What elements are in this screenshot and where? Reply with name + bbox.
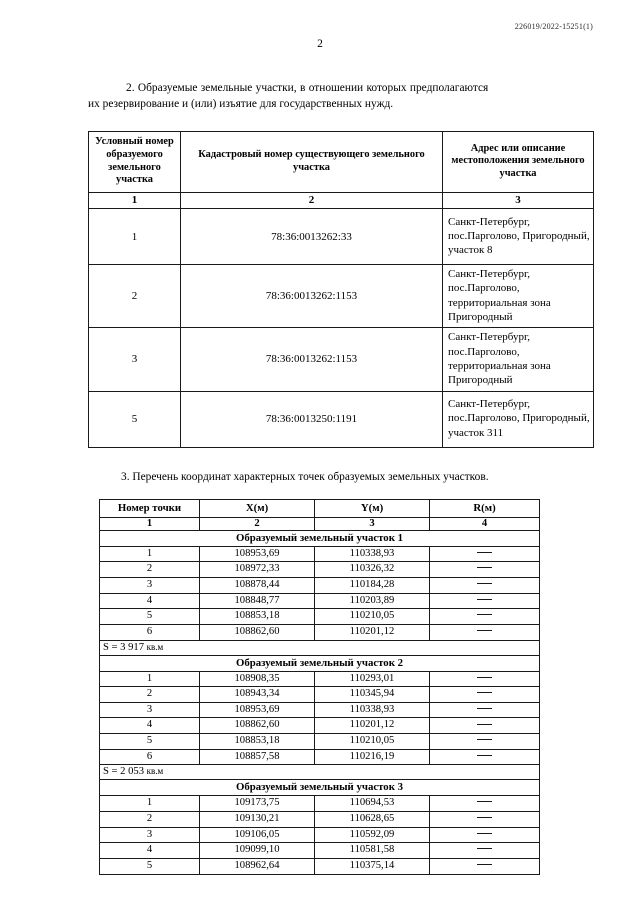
parcel-group-title-row (100, 780, 540, 796)
point-number: 3 (100, 827, 200, 843)
point-r (430, 718, 540, 734)
point-r (430, 749, 540, 765)
table-row (100, 562, 540, 578)
point-x: 109099,10 (200, 843, 315, 859)
point-y: 110326,32 (315, 562, 430, 578)
point-x: 109130,21 (200, 812, 315, 828)
document-content (88, 80, 596, 875)
parcel-number: 1 (89, 209, 181, 265)
point-number: 4 (100, 718, 200, 734)
point-r (430, 624, 540, 640)
column-number-3: 3 (443, 193, 594, 209)
point-number: 4 (100, 593, 200, 609)
column-number-1: 1 (89, 193, 181, 209)
parcel-area (100, 640, 540, 655)
header-conditional-number: Условный номер образуемого земельного участка (89, 132, 181, 193)
coordinates-table (99, 499, 540, 875)
table-row (89, 265, 594, 328)
parcel-cadastral-number: 78:36:0013262:33 (181, 209, 443, 265)
point-y: 110184,28 (315, 577, 430, 593)
table-row (100, 718, 540, 734)
point-y: 110628,65 (315, 812, 430, 828)
header-cadastral-number: Кадастровый номер существующего земельного участка (181, 132, 443, 193)
table-row (100, 827, 540, 843)
table-row (100, 734, 540, 750)
point-x: 108962,64 (200, 858, 315, 874)
point-r (430, 546, 540, 562)
point-r (430, 734, 540, 750)
table-row (89, 391, 594, 447)
point-number: 2 (100, 812, 200, 828)
parcel-area-unit: кв.м (146, 641, 164, 652)
table-row (100, 796, 540, 812)
section3-heading: 3. Перечень координат характерных точек образуемых земельных участков. (121, 470, 489, 483)
parcel-group-title: Образуемый земельный участок 1 (100, 530, 540, 546)
table-row (100, 702, 540, 718)
point-number: 1 (100, 546, 200, 562)
point-y: 110201,12 (315, 718, 430, 734)
table-row (100, 593, 540, 609)
point-x: 108853,18 (200, 734, 315, 750)
point-x: 109106,05 (200, 827, 315, 843)
table-row (100, 858, 540, 874)
point-x: 108853,18 (200, 609, 315, 625)
point-x: 108908,35 (200, 671, 315, 687)
point-x: 108857,58 (200, 749, 315, 765)
point-number: 1 (100, 796, 200, 812)
table-row (100, 687, 540, 703)
table-row (100, 577, 540, 593)
point-r (430, 812, 540, 828)
column-number-3: 3 (315, 517, 430, 530)
header-r-value: R(м) (430, 499, 540, 517)
point-number: 5 (100, 858, 200, 874)
point-r (430, 796, 540, 812)
point-number: 3 (100, 577, 200, 593)
point-number: 6 (100, 749, 200, 765)
column-number-1: 1 (100, 517, 200, 530)
point-x: 108862,60 (200, 718, 315, 734)
table-row (100, 812, 540, 828)
point-x: 108862,60 (200, 624, 315, 640)
table-header-row (100, 499, 540, 517)
parcel-number: 3 (89, 328, 181, 391)
point-y: 110210,05 (315, 734, 430, 750)
point-number: 5 (100, 734, 200, 750)
header-y-coordinate: Y(м) (315, 499, 430, 517)
parcel-cadastral-number: 78:36:0013262:1153 (181, 265, 443, 328)
point-x: 108848,77 (200, 593, 315, 609)
parcel-area-row (100, 640, 540, 655)
page-number: 2 (317, 38, 323, 50)
table-row (100, 749, 540, 765)
point-number: 2 (100, 562, 200, 578)
table-row (100, 546, 540, 562)
point-r (430, 858, 540, 874)
parcel-cadastral-number: 78:36:0013250:1191 (181, 391, 443, 447)
header-point-number: Номер точки (100, 499, 200, 517)
point-x: 108878,44 (200, 577, 315, 593)
point-x: 109173,75 (200, 796, 315, 812)
point-x: 108943,34 (200, 687, 315, 703)
parcel-address: Санкт-Петербург, пос.Парголово, Пригородный, участок 311 (443, 391, 594, 447)
point-y: 110201,12 (315, 624, 430, 640)
table-row (100, 843, 540, 859)
parcel-cadastral-number: 78:36:0013262:1153 (181, 328, 443, 391)
parcel-area-row (100, 765, 540, 780)
point-r (430, 827, 540, 843)
point-r (430, 577, 540, 593)
parcel-area (100, 765, 540, 780)
section2-paragraph-line2: их резервирование и (или) изъятие для государственных нужд. (88, 98, 394, 111)
section2-paragraph-line1: 2. Образуемые земельные участки, в отношении которых предполагаются (126, 82, 489, 94)
point-number: 5 (100, 609, 200, 625)
parcel-group-title-row (100, 655, 540, 671)
point-number: 3 (100, 702, 200, 718)
table-column-numbers-row (100, 517, 540, 530)
table-row (100, 609, 540, 625)
table-row (100, 624, 540, 640)
point-y: 110592,09 (315, 827, 430, 843)
formed-parcels-table (88, 131, 594, 447)
point-y: 110581,58 (315, 843, 430, 859)
parcel-address: Санкт-Петербург, пос.Парголово, Пригородный, участок 8 (443, 209, 594, 265)
point-x: 108953,69 (200, 546, 315, 562)
point-y: 110293,01 (315, 671, 430, 687)
parcel-area-value: S = 2 053 (103, 766, 144, 778)
point-y: 110210,05 (315, 609, 430, 625)
table-row (89, 328, 594, 391)
table-header-row (89, 132, 594, 193)
parcel-area-value: S = 3 917 (103, 641, 144, 653)
table-row (100, 671, 540, 687)
point-number: 1 (100, 671, 200, 687)
column-number-2: 2 (200, 517, 315, 530)
parcel-address: Санкт-Петербург, пос.Парголово, территориальная зона Пригородный (443, 328, 594, 391)
parcel-area-unit: кв.м (146, 766, 164, 777)
point-x: 108953,69 (200, 702, 315, 718)
point-x: 108972,33 (200, 562, 315, 578)
point-r (430, 593, 540, 609)
point-r (430, 702, 540, 718)
point-y: 110694,53 (315, 796, 430, 812)
point-r (430, 687, 540, 703)
header-x-coordinate: X(м) (200, 499, 315, 517)
header-address-description: Адрес или описание местоположения земельного участка (443, 132, 594, 193)
point-y: 110203,89 (315, 593, 430, 609)
table-row (89, 209, 594, 265)
parcel-number: 5 (89, 391, 181, 447)
column-number-2: 2 (181, 193, 443, 209)
point-r (430, 671, 540, 687)
parcel-group-title: Образуемый земельный участок 2 (100, 655, 540, 671)
point-r (430, 609, 540, 625)
column-number-4: 4 (430, 517, 540, 530)
parcel-number: 2 (89, 265, 181, 328)
point-y: 110375,14 (315, 858, 430, 874)
point-r (430, 562, 540, 578)
point-y: 110338,93 (315, 546, 430, 562)
point-number: 2 (100, 687, 200, 703)
table-column-numbers-row (89, 193, 594, 209)
parcel-group-title: Образуемый земельный участок 3 (100, 780, 540, 796)
point-number: 6 (100, 624, 200, 640)
parcel-group-title-row (100, 530, 540, 546)
point-r (430, 843, 540, 859)
point-number: 4 (100, 843, 200, 859)
point-y: 110345,94 (315, 687, 430, 703)
parcel-address: Санкт-Петербург, пос.Парголово, территориальная зона Пригородный (443, 265, 594, 328)
point-y: 110338,93 (315, 702, 430, 718)
document-registration-stamp: 226019/2022-15251(1) (514, 22, 593, 31)
point-y: 110216,19 (315, 749, 430, 765)
